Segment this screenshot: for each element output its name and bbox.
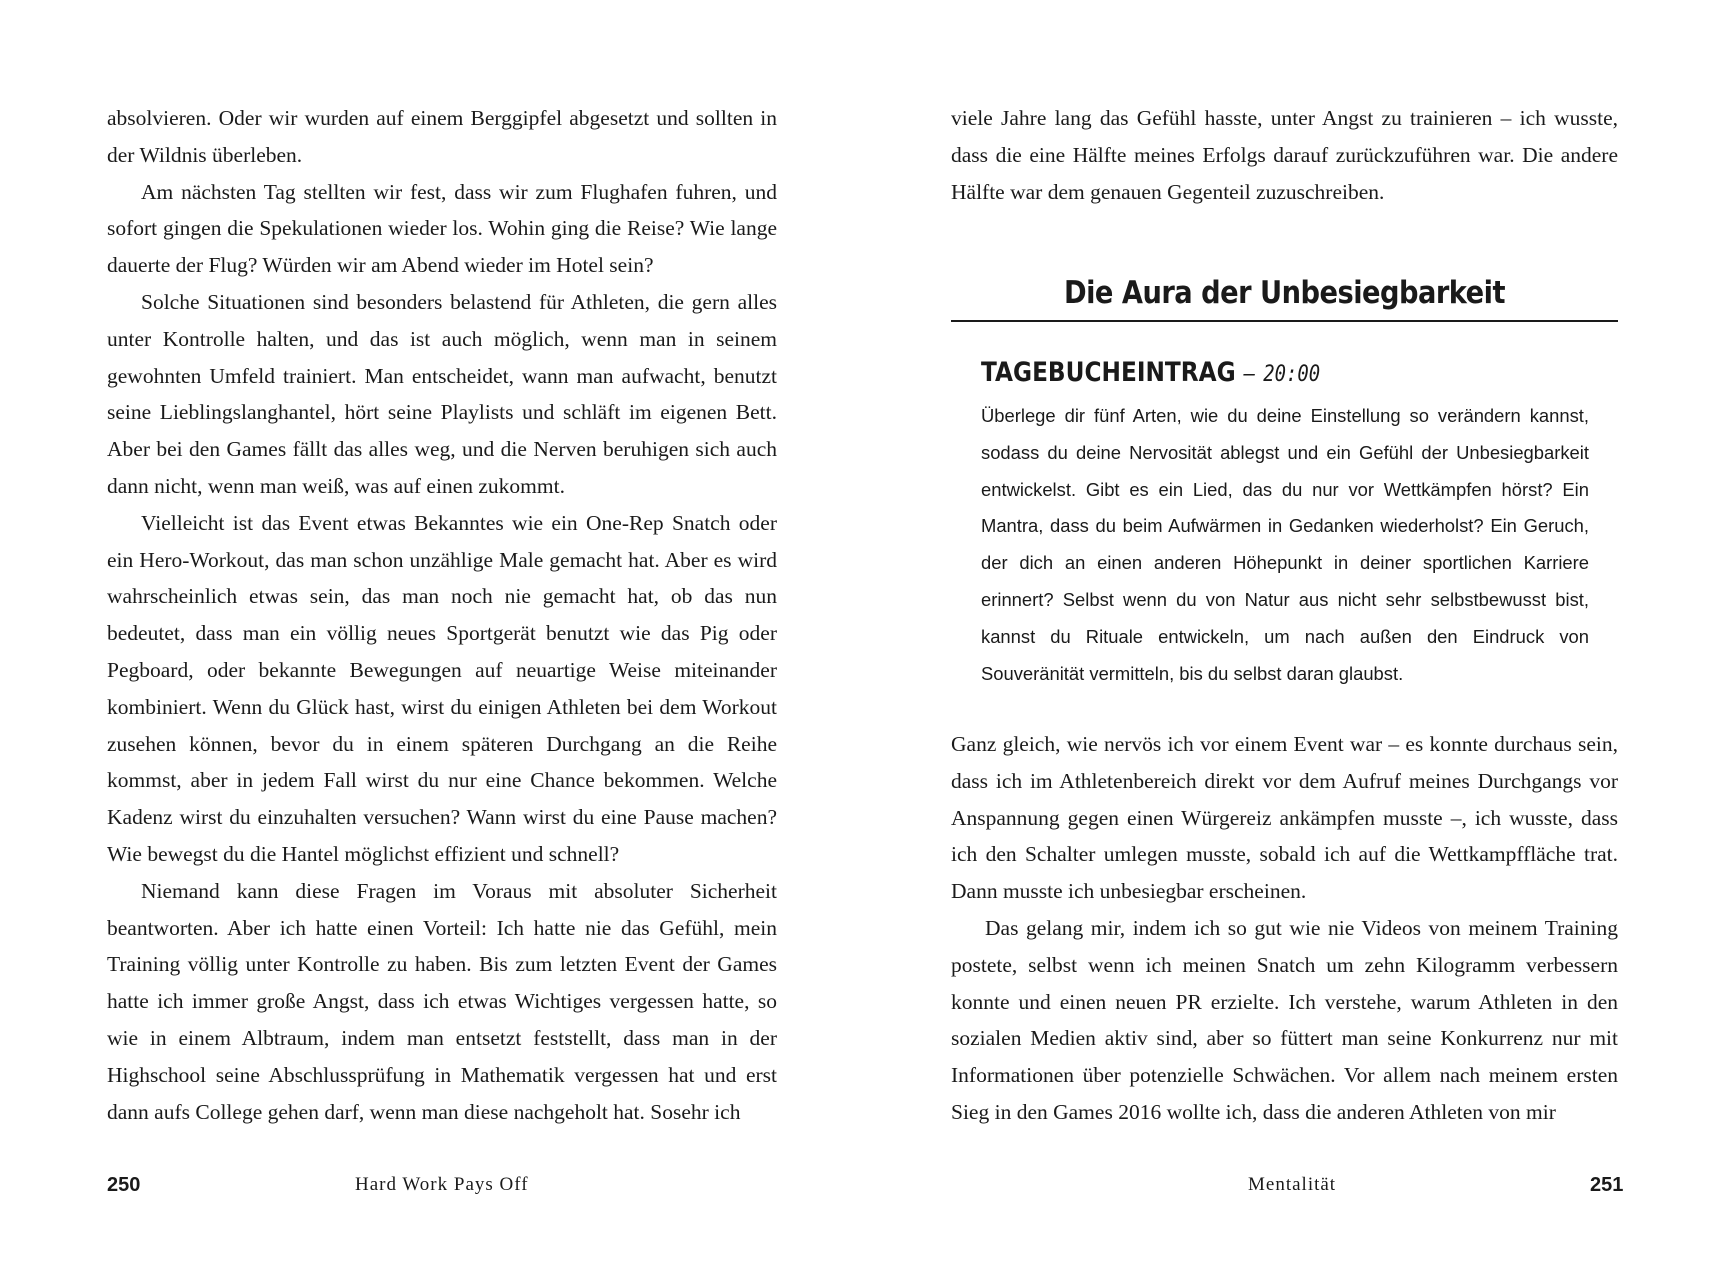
paragraph: Ganz gleich, wie nervös ich vor einem Event war – es konnte durchaus sein, dass ich im Athletenbereich direkt vor dem Aufruf meines Durchgangs vor Anspannung gegen einen Würgereiz ankämpfen musste –, ich wusste, dass ich den Schalter umlegen musste, sobald ich auf die Wettkampffläche trat. Dann musste ich unbesiegbar erscheinen. [951,732,1618,904]
heading-rule [951,320,1618,322]
paragraph: viele Jahre lang das Gefühl hasste, unter Angst zu trainieren – ich wusste, dass die eine Hälfte meines Erfolgs darauf zurückzuführen war. Die andere Hälfte war dem genauen Gegenteil zuzuschreiben. [951,106,1618,204]
diary-entry-body: Überlege dir fünf Arten, wie du deine Einstellung so verändern kannst, sodass du deine Nervosität ablegst und ein Gefühl der Unbesiegbarkeit entwickelst. Gibt es ein Lied, das du nur vor Wettkämpfen hörst? Ein Mantra, dass du beim Aufwärmen in Gedanken wiederholst? Ein Geruch, der dich an einen anderen Höhepunkt in deiner sportlichen Karriere erinnert? Selbst wenn du von Natur aus nicht sehr selbstbewusst bist, kannst du Rituale entwickeln, um nach außen den Eindruck von Souveränität vermitteln, bis du selbst daran glaubst. [981,405,1589,684]
page-number: 250 [107,1174,141,1196]
section-heading: Die Aura der Unbesiegbarkeit [1063,275,1505,311]
paragraph: absolvieren. Oder wir wurden auf einem Berggipfel abgesetzt und sollten in der Wildnis überleben. [107,106,777,167]
diary-time: 20:00 [1263,362,1321,387]
running-head: Mentalität [1248,1174,1337,1195]
paragraph: Am nächsten Tag stellten wir fest, dass wir zum Flughafen fuhren, und sofort gingen die Spekulationen wieder los. Wohin ging die Reise? Wie lange dauerte der Flug? Würden wir am Abend wieder im Hotel sein? [107,179,777,278]
right-intro-text [951,100,1618,210]
diary-dash: – [1243,362,1256,387]
left-body-text [107,100,777,1130]
paragraph: Vielleicht ist das Event etwas Bekanntes wie ein One-Rep Snatch oder ein Hero-Workout, das man schon unzählige Male gemacht hat. Aber es wird wahrscheinlich etwas sein, das man noch nie gemacht hat, ob das nun bedeutet, dass man ein völlig neues Sportgerät benutzt wie das Pig oder Pegboard, oder bekannte Bewegungen auf neuartige Weise miteinander kombiniert. Wenn du Glück hast, wirst du einigen Athleten bei dem Workout zusehen können, bevor du in einem späteren Durchgang an die Reihe kommst, aber in jedem Fall wirst du nur eine Chance bekommen. Welche Kadenz wirst du einzuhalten versuchen? Wann wirst du eine Pause machen? Wie bewegst du die Hantel möglichst effizient und schnell? [107,510,777,866]
diary-entry-title [981,355,1320,393]
diary-title-text: TAGEBUCHEINTRAG [981,357,1236,388]
paragraph: Solche Situationen sind besonders belastend für Athleten, die gern alles unter Kontrolle halten, und das ist auch möglich, wenn man in seinem gewohnten Umfeld trainiert. Man entscheidet, wann man aufwacht, benutzt seine Lieblingslanghantel, hört seine Playlists und schläft im eigenen Bett. Aber bei den Games fällt das alles weg, und die Nerven beruhigen sich auch dann nicht, wenn man weiß, was auf einen zukommt. [107,289,777,498]
paragraph: Niemand kann diese Fragen im Voraus mit absoluter Sicherheit beantworten. Aber ich hatte einen Vorteil: Ich hatte nie das Gefühl, mein Training völlig unter Kontrolle zu haben. Bis zum letzten Event der Games hatte ich immer große Angst, dass ich etwas Wichtiges vergessen hatte, so wie in einem Albtraum, indem man entsetzt feststellt, dass man in der Highschool seine Abschlussprüfung in Mathematik vergessen hat und erst dann aufs College gehen darf, wenn man diese nachgeholt hat. Sosehr ich [107,878,777,1124]
left-page [0,0,856,1270]
right-page [856,0,1713,1270]
running-head: Hard Work Pays Off [355,1174,529,1195]
page-number: 251 [1590,1174,1624,1196]
paragraph: Das gelang mir, indem ich so gut wie nie Videos von meinem Training postete, selbst wenn ich meinen Snatch um zehn Kilogramm verbessern konnte und einen neuen PR erzielte. Ich verstehe, warum Athleten in den sozialen Medien aktiv sind, aber so füttert man seine Konkurrenz nur mit Informationen über potenzielle Schwächen. Vor allem nach meinem ersten Sieg in den Games 2016 wollte ich, dass die anderen Athleten von mir [951,915,1618,1124]
right-body-text [951,726,1618,1131]
